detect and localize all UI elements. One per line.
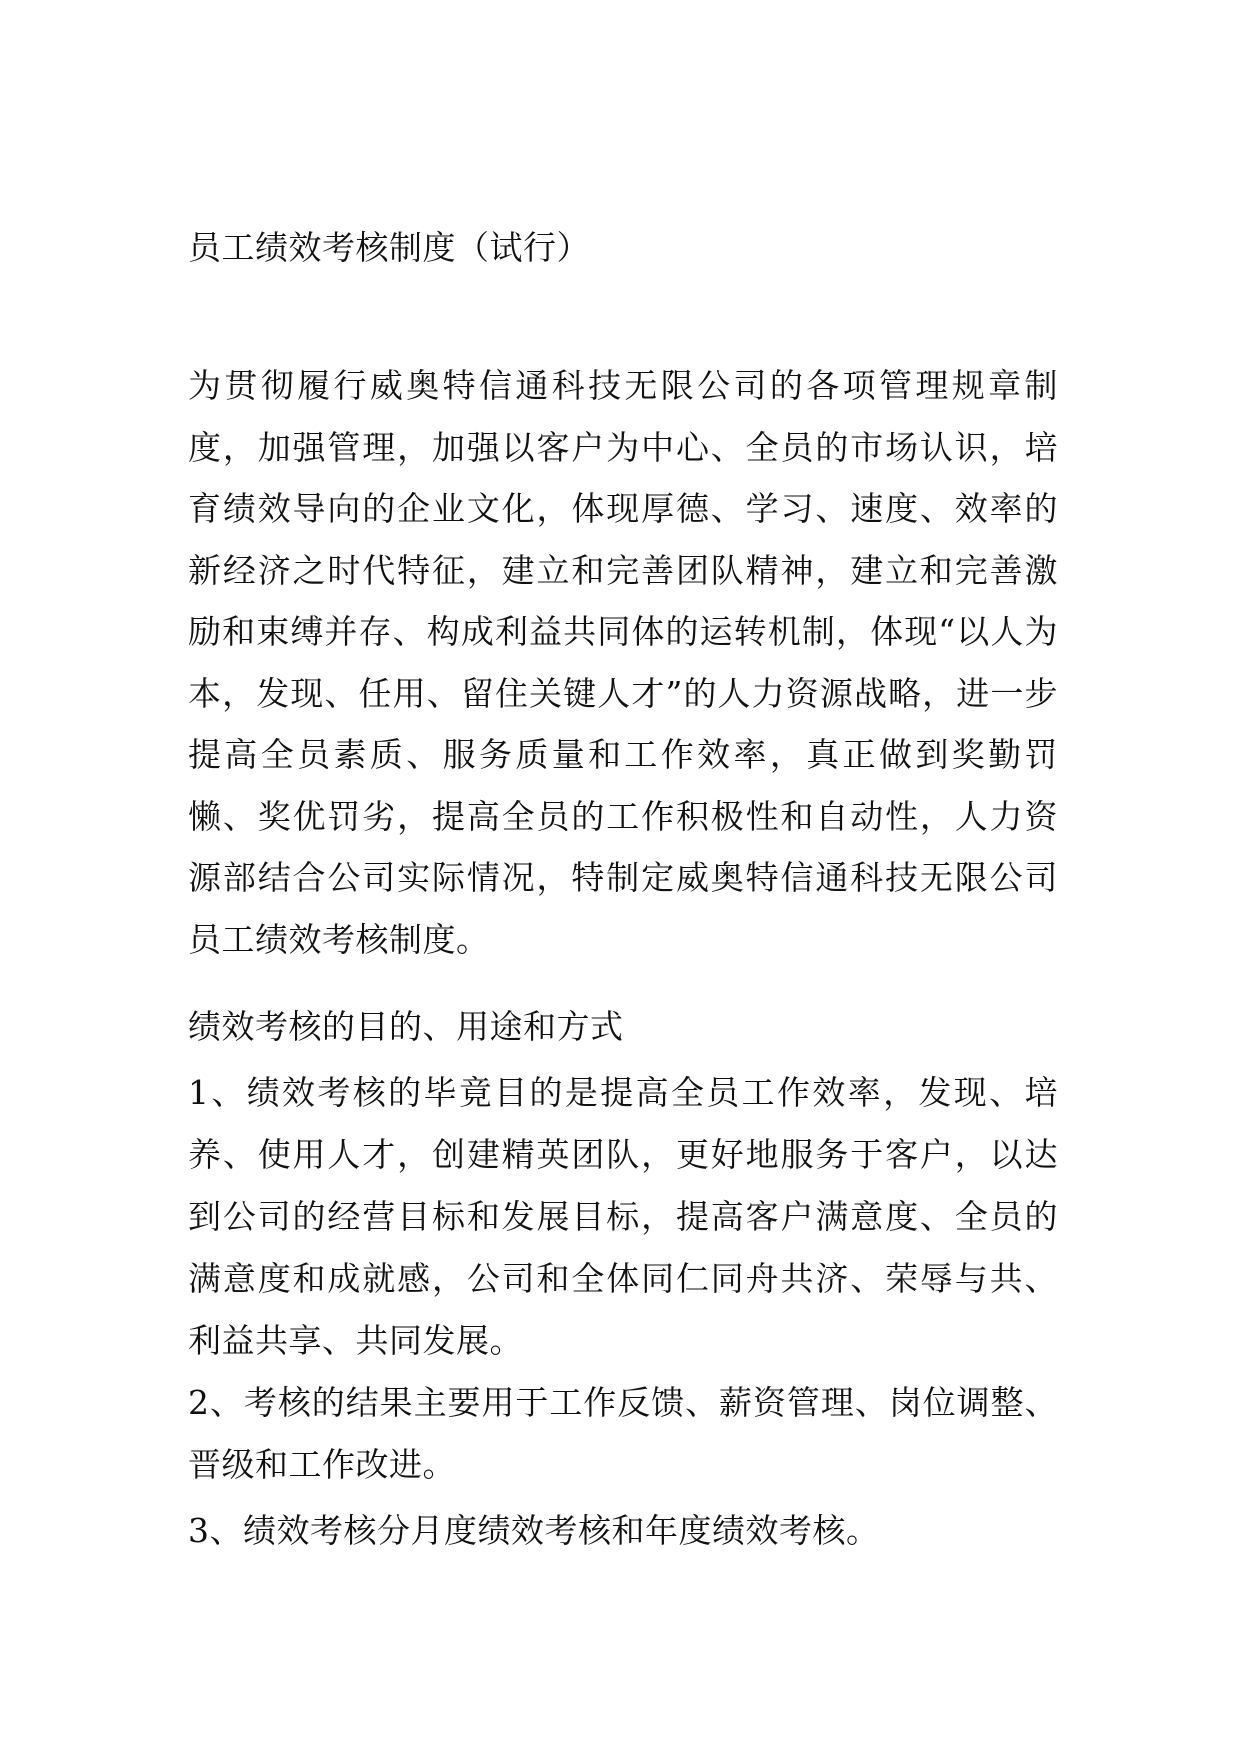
intro-paragraph: 为贯彻履行威奥特信通科技无限公司的各项管理规章制度，加强管理，加强以客户为中心、全员的市场认识，培育绩效导向的企业文化，体现厚德、学习、速度、效率的新经济之时代特征，建立和完善团队精神，建立和完善激励和束缚并存、构成利益共同体的运转机制，体现“以人为本，发现、任用、留住关键人才”的人力资源战略，进一步提高全员素质、服务质量和工作效率，真正做到奖勤罚懒、奖优罚劣，提高全员的工作积极性和自动性，人力资源部结合公司实际情况，特制定威奥特信通科技无限公司员工绩效考核制度。 <box>188 366 1058 959</box>
document-title: 员工绩效考核制度（试行） <box>188 228 590 267</box>
list-item: 1、绩效考核的毕竟目的是提高全员工作效率，发现、培养、使用人才，创建精英团队，更好地服务于客户，以达到公司的经营目标和发展目标，提高客户满意度、全员的满意度和成就感，公司和全体同仁同舟共济、荣辱与共、利益共享、共同发展。 <box>188 1073 1058 1360</box>
list-item: 3、绩效考核分月度绩效考核和年度绩效考核。 <box>188 1511 880 1550</box>
section-heading: 绩效考核的目的、用途和方式 <box>188 1007 624 1046</box>
list-item: 2、考核的结果主要用于工作反馈、薪资管理、岗位调整、晋级和工作改进。 <box>188 1383 1058 1484</box>
